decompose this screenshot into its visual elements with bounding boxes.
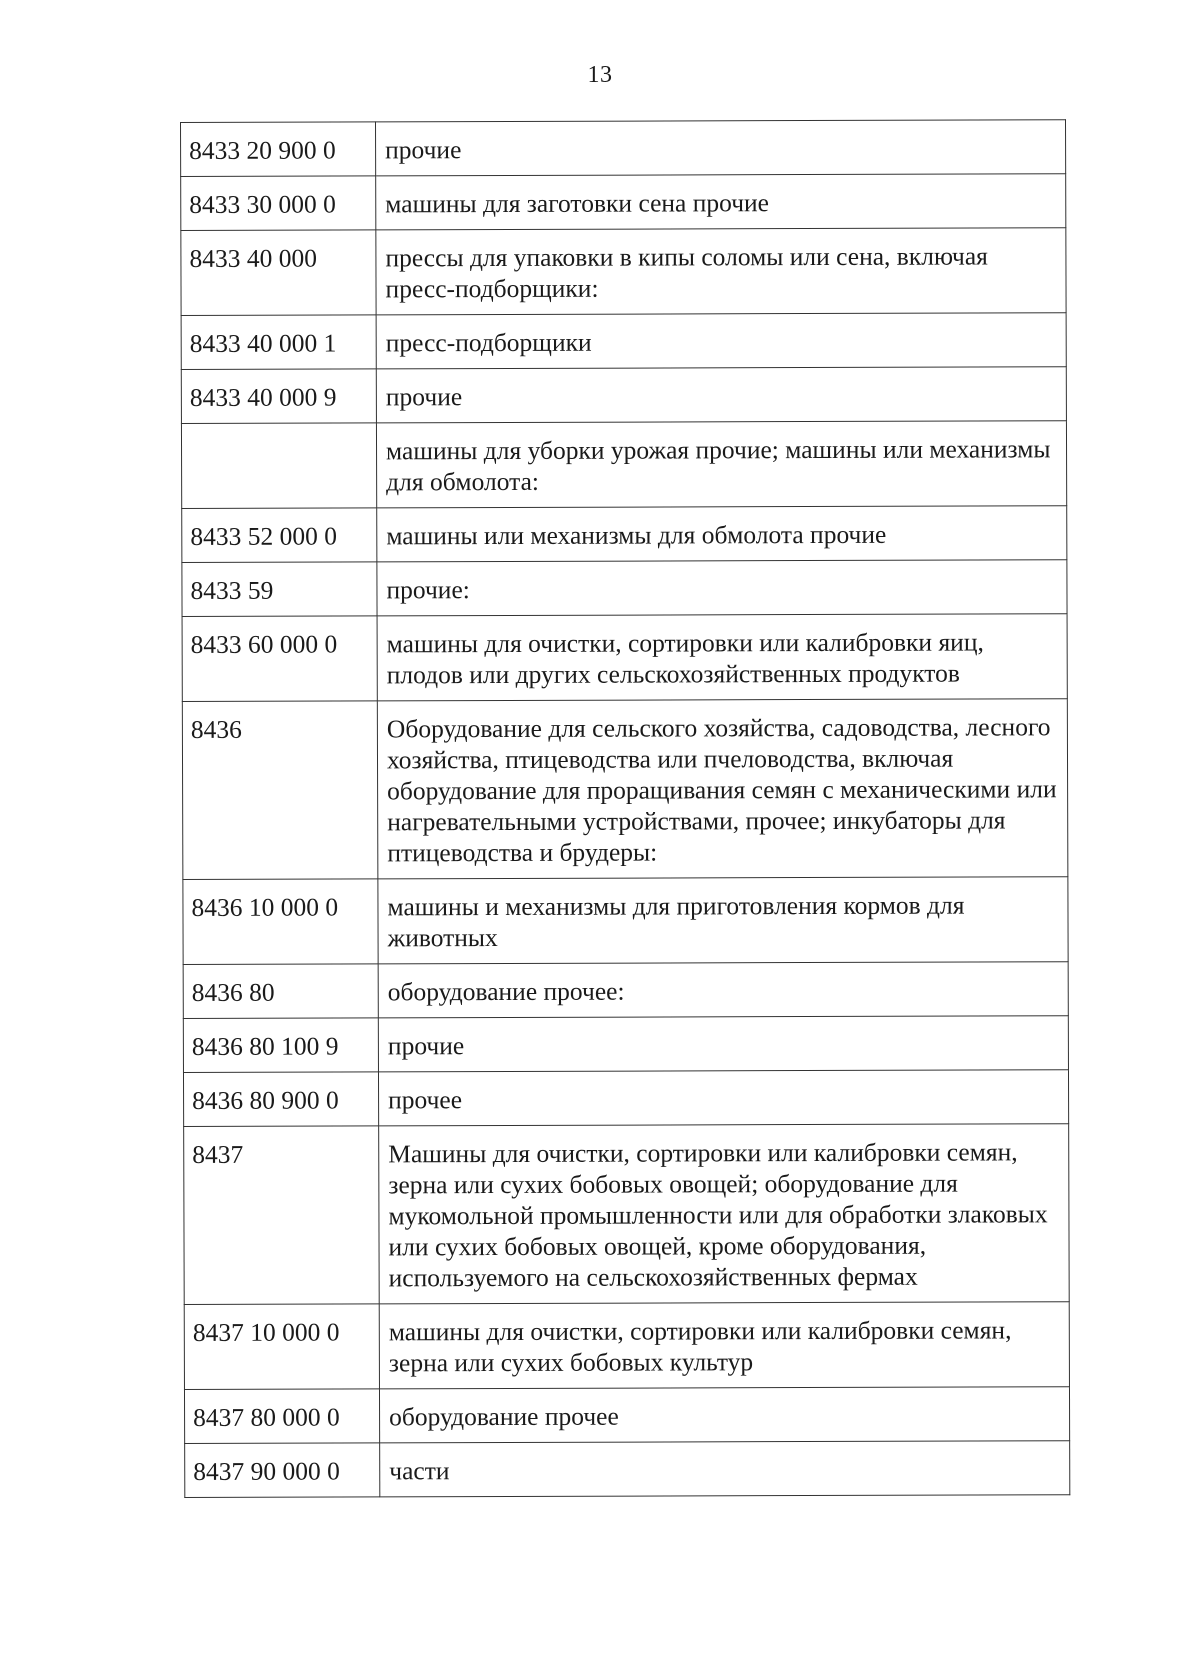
- tariff-code-table: [180, 119, 1070, 1498]
- table-row: [181, 228, 1066, 316]
- code-cell: 8436 80: [183, 964, 378, 1019]
- table-row: [181, 421, 1066, 509]
- table-row: [181, 313, 1066, 370]
- code-cell: 8433 40 000 1: [181, 315, 376, 370]
- table-row: [182, 560, 1067, 617]
- table-row: [183, 962, 1068, 1019]
- table-row: [182, 614, 1067, 702]
- description-cell: машины для очистки, сортировки или калибровки семян, зерна или сухих бобовых культур: [379, 1302, 1069, 1389]
- table-row: [184, 1302, 1069, 1390]
- description-cell: прессы для упаковки в кипы соломы или сена, включая пресс-подборщики:: [376, 228, 1066, 315]
- code-cell: 8436 80 100 9: [183, 1018, 378, 1073]
- code-cell: 8433 40 000 9: [181, 369, 376, 424]
- code-cell: 8433 40 000: [181, 230, 376, 316]
- code-cell: 8436 80 900 0: [183, 1072, 378, 1127]
- description-cell: прочие: [376, 120, 1066, 176]
- description-cell: машины для заготовки сена прочие: [376, 174, 1066, 230]
- description-cell: прочие: [378, 1016, 1068, 1072]
- table-row: [181, 120, 1066, 177]
- table-row: [184, 1387, 1069, 1444]
- code-cell: 8433 30 000 0: [181, 176, 376, 231]
- code-cell: [181, 423, 376, 509]
- code-cell: 8437 10 000 0: [184, 1304, 379, 1390]
- table-row: [182, 699, 1068, 880]
- table-body: [181, 120, 1070, 1498]
- description-cell: Оборудование для сельского хозяйства, садоводства, лесного хозяйства, птицеводства или пчеловодства, включая оборудование для проращивания семян с механическими или нагревательными устройствами, прочее; инкубаторы для птицеводства и брудеры:: [377, 699, 1068, 879]
- code-cell: 8437: [184, 1126, 380, 1305]
- table-row: [182, 506, 1067, 563]
- table-row: [183, 877, 1068, 965]
- description-cell: пресс-подборщики: [376, 313, 1066, 369]
- table-row: [185, 1441, 1070, 1498]
- description-cell: прочее: [378, 1070, 1068, 1126]
- code-cell: 8433 52 000 0: [182, 508, 377, 563]
- description-cell: машины для уборки урожая прочие; машины или механизмы для обмолота:: [376, 421, 1066, 508]
- description-cell: машины или механизмы для обмолота прочие: [377, 506, 1067, 562]
- table-row: [181, 367, 1066, 424]
- description-cell: части: [380, 1441, 1070, 1497]
- code-cell: 8433 59: [182, 562, 377, 617]
- table-row: [183, 1016, 1068, 1073]
- description-cell: Машины для очистки, сортировки или калибровки семян, зерна или сухих бобовых овощей; оборудование для мукомольной промышленности или для обработки злаковых или сухих бобовых овощей, кроме оборудования, используемого на сельскохозяйственных фермах: [379, 1124, 1070, 1304]
- description-cell: прочие:: [377, 560, 1067, 616]
- code-cell: 8436: [182, 701, 378, 880]
- description-cell: прочие: [376, 367, 1066, 423]
- description-cell: машины и механизмы для приготовления кормов для животных: [378, 877, 1068, 964]
- description-cell: оборудование прочее: [379, 1387, 1069, 1443]
- description-cell: оборудование прочее:: [378, 962, 1068, 1018]
- code-cell: 8433 20 900 0: [181, 122, 376, 177]
- page-number: 13: [587, 62, 613, 88]
- table-row: [183, 1070, 1068, 1127]
- table-row: [181, 174, 1066, 231]
- code-cell: 8436 10 000 0: [183, 879, 378, 965]
- table-row: [184, 1124, 1070, 1305]
- code-cell: 8437 90 000 0: [185, 1443, 380, 1498]
- description-cell: машины для очистки, сортировки или калибровки яиц, плодов или других сельскохозяйственных продуктов: [377, 614, 1067, 701]
- code-cell: 8433 60 000 0: [182, 616, 377, 702]
- code-cell: 8437 80 000 0: [184, 1389, 379, 1444]
